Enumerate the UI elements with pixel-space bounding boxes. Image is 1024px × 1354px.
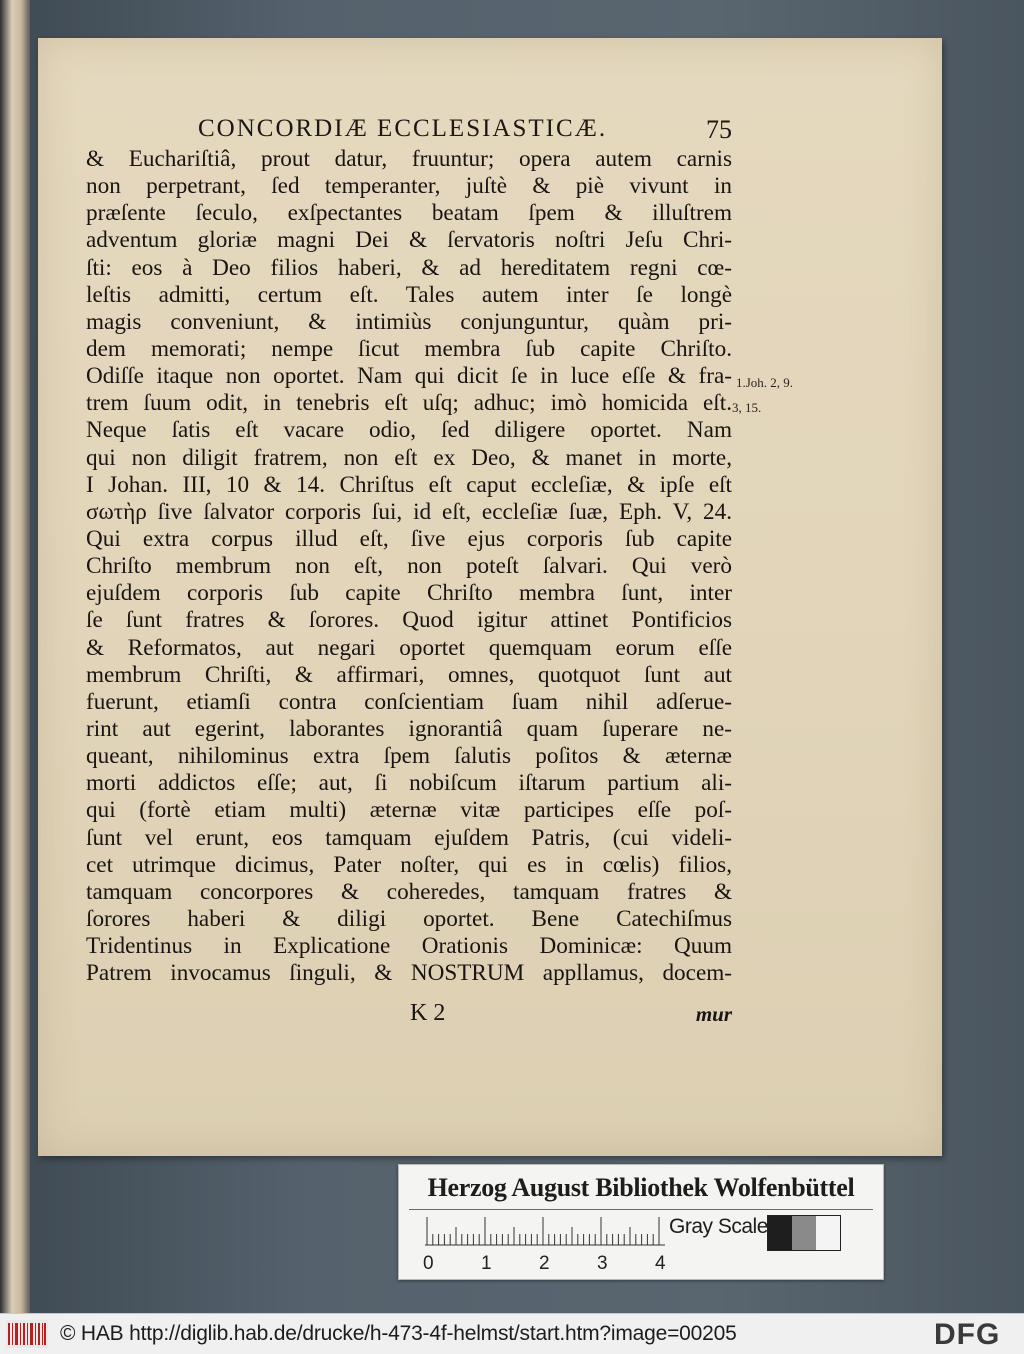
divider bbox=[409, 1209, 873, 1210]
dfg-logo: DFG bbox=[934, 1318, 1001, 1351]
ruler-label: 2 bbox=[539, 1253, 550, 1274]
ruler-label: 0 bbox=[423, 1253, 434, 1274]
ruler-label: 1 bbox=[481, 1253, 492, 1274]
gray-swatch bbox=[768, 1216, 792, 1250]
text-line: I Johan. III, 10 & 14. Chriſtus eſt caput eccleſiæ, & ipſe eſt bbox=[86, 471, 732, 498]
text-line: fuerunt, etiamſi contra conſcientiam ſuam nihil adſerue- bbox=[86, 688, 732, 715]
text-line: magis conveniunt, & intimiùs conjunguntur, quàm pri- bbox=[86, 308, 732, 335]
ruler-scale bbox=[425, 1217, 665, 1247]
text-line: morti addictos eſſe; aut, ſi nobiſcum iſtarum partium ali- bbox=[86, 770, 732, 797]
text-line: qui (fortè etiam multi) æternæ vitæ participes eſſe poſ- bbox=[86, 797, 732, 824]
text-line: Neque ſatis eſt vacare odio, ſed diligere oportet. Nam bbox=[86, 417, 732, 444]
text-line: cet utrimque dicimus, Pater noſter, qui es in cœlis) filios, bbox=[86, 851, 732, 878]
color-reference-card bbox=[398, 1164, 884, 1280]
text-line: Qui extra corpus illud eſt, ſive ejus corporis ſub capite bbox=[86, 525, 732, 552]
page-footer bbox=[86, 1000, 736, 1030]
text-line: Chriſto membrum non eſt, non poteſt ſalvari. Qui verò bbox=[86, 553, 732, 580]
card-title: Herzog August Bibliothek Wolfenbüttel bbox=[427, 1173, 855, 1202]
text-line: ſorores haberi & diligi oportet. Bene Catechiſmus bbox=[86, 905, 732, 932]
text-line: σωτὴρ ſive ſalvator corporis ſui, id eſt, eccleſiæ ſuæ, Eph. V, 24. bbox=[86, 498, 732, 525]
margin-note: 3, 15. bbox=[732, 400, 762, 415]
text-line: dem memorati; nempe ſicut membra ſub capite Chriſto. bbox=[86, 335, 732, 362]
text-line: leſtis admitti, certum eſt. Tales autem inter ſe longè bbox=[86, 281, 732, 308]
text-line: ejuſdem corporis ſub capite Chriſto membra ſunt, inter bbox=[86, 580, 732, 607]
text-line: & Euchariſtiâ, prout datur, fruuntur; opera autem carnis bbox=[86, 146, 732, 172]
text-line: non perpetrant, ſed temperanter, juſtè & piè vivunt in bbox=[86, 173, 732, 200]
text-line: tamquam concorpores & coheredes, tamquam fratres & bbox=[86, 878, 732, 905]
barcode-icon bbox=[6, 1320, 48, 1348]
text-line: rint aut egerint, laborantes ignorantiâ quam ſuperare ne- bbox=[86, 715, 732, 742]
page-header bbox=[198, 115, 738, 149]
text-line: Odiſſe itaque non oportet. Nam qui dicit ſe in luce eſſe & fra- bbox=[86, 363, 732, 390]
copyright-link[interactable]: © HAB http://diglib.hab.de/drucke/h-473-4f-helmst/start.htm?image=00205 bbox=[60, 1322, 737, 1345]
text-line: Tridentinus in Explicatione Orationis Dominicæ: Quum bbox=[86, 933, 732, 960]
text-line: qui non diligit fratrem, non eſt ex Deo, & manet in morte, bbox=[86, 444, 732, 471]
catchword: mur bbox=[695, 1002, 732, 1026]
text-line: queant, nihilominus extra ſpem ſalutis poſitos & æternæ bbox=[86, 743, 732, 770]
gray-swatch bbox=[792, 1216, 816, 1250]
page-number: 75 bbox=[706, 115, 732, 144]
running-head: CONCORDIÆ ECCLESIASTICÆ. bbox=[198, 115, 608, 142]
text-line: & Reformatos, aut negari oportet quemquam eorum eſſe bbox=[86, 634, 732, 661]
text-line: præſente ſeculo, exſpectantes beatam ſpem & illuſtrem bbox=[86, 200, 732, 227]
gray-swatch bbox=[816, 1216, 840, 1250]
text-line: ſe ſunt fratres & ſorores. Quod igitur attinet Pontificios bbox=[86, 607, 732, 634]
text-line: membrum Chriſti, & affirmari, omnes, quotquot ſunt aut bbox=[86, 661, 732, 688]
text-line: Patrem invocamus ſinguli, & NOSTRUM appllamus, docem- bbox=[86, 960, 732, 987]
ruler-labels bbox=[413, 1253, 673, 1275]
ruler-label: 4 bbox=[655, 1253, 666, 1274]
text-line: adventum gloriæ magni Dei & ſervatoris noſtri Jeſu Chri- bbox=[86, 227, 732, 254]
margin-note: 1.Joh. 2, 9. bbox=[736, 375, 794, 390]
signature-mark: K 2 bbox=[410, 1000, 446, 1026]
text-line: trem ſuum odit, in tenebris eſt uſq; adhuc; imò homicida eſt. bbox=[86, 390, 732, 417]
previous-page-edge bbox=[0, 0, 30, 1313]
text-line: ſti: eos à Deo filios haberi, & ad hereditatem regni cœ- bbox=[86, 254, 732, 281]
text-line: ſunt vel erunt, eos tamquam ejuſdem Patris, (cui videli- bbox=[86, 824, 732, 851]
viewer-footer-bar bbox=[0, 1313, 1024, 1354]
body-text bbox=[86, 146, 732, 987]
gray-scale-swatches bbox=[767, 1215, 841, 1251]
ruler-label: 3 bbox=[597, 1253, 608, 1274]
gray-scale-label: Gray Scale bbox=[669, 1215, 768, 1238]
